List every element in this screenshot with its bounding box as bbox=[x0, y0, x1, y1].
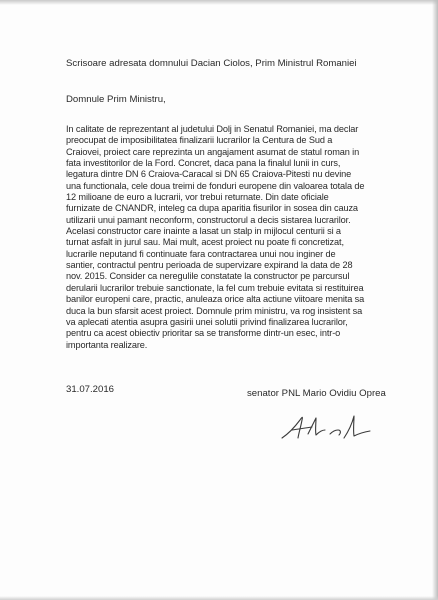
body-line: una functionala, cele doua treimi de fonduri europene din valoarea totala de bbox=[66, 180, 365, 191]
scan-edge-right bbox=[432, 0, 438, 600]
body-line: Acelasi constructor care inainte a lasat un stalp in mijlocul centurii si a bbox=[66, 226, 341, 237]
body-line: importanta realizare. bbox=[66, 339, 148, 350]
body-line: lucrarile neputand fi continuate fara contractarea unui nou inginer de bbox=[66, 248, 336, 259]
body-line: preocupat de imposibilitatea finalizarii lucrarilor la Centura de Sud a bbox=[66, 135, 333, 146]
body-line: turnat asfalt in jurul sau. Mai mult, acest proiect nu poate fi concretizat, bbox=[66, 237, 344, 248]
body-line: furnizate de CNANDR, inteleg ca dupa aparitia fisurilor in sosea din cauza bbox=[66, 203, 358, 214]
body-line: duca la bun sfarsit acest proiect. Domnule prim ministru, va rog insistent sa bbox=[66, 305, 363, 316]
letter-date: 31.07.2016 bbox=[66, 384, 115, 395]
signature-icon bbox=[278, 408, 378, 444]
letter-subject: Scrisoare adresata domnului Dacian Ciolos, Prim Ministrul Romaniei bbox=[66, 58, 357, 69]
body-line: pentru ca acest obiectiv prioritar sa se transforme dintr-un esec, intr-o bbox=[66, 328, 341, 339]
body-line: derularii lucrarilor trebuie sanctionate, la fel cum trebuie evitata si restituirea bbox=[66, 282, 364, 293]
letter-body bbox=[66, 124, 396, 351]
body-line: banilor europeni care, practic, anuleaza orice alta actiune viitoare menita sa bbox=[66, 294, 365, 305]
body-line: nov. 2015. Consider ca neregulile constatate la constructor pe parcursul bbox=[66, 271, 350, 282]
body-line: 12 milioane de euro a lucrarii, vor trebui returnate. Din date oficiale bbox=[66, 192, 329, 203]
body-line: Craiovei, proiect care reprezinta un angajament asumat de statul roman in bbox=[66, 146, 360, 157]
body-line: va aplecati atentia asupra gasirii unei solutii privind finalizarea lucrarilor, bbox=[66, 316, 348, 327]
body-line: In calitate de reprezentant al judetului Dolj in Senatul Romaniei, ma declar bbox=[66, 124, 359, 134]
letter-salutation: Domnule Prim Ministru, bbox=[66, 94, 166, 105]
body-line: utilizarii unui pamant neconform, constructorul a decis sistarea lucrarilor. bbox=[66, 214, 351, 225]
scan-edge-top bbox=[0, 0, 438, 5]
body-line: santier, contractul pentru perioada de supervizare expirand la data de 28 bbox=[66, 260, 353, 271]
scan-edge-bottom bbox=[0, 596, 438, 600]
body-line: legatura dintre DN 6 Craiova-Caracal si DN 65 Craiova-Pitesti nu devine bbox=[66, 169, 352, 180]
body-line: fata investitorilor de la Ford. Concret, daca pana la finalul lunii in curs, bbox=[66, 158, 341, 169]
letter-sender: senator PNL Mario Ovidiu Oprea bbox=[247, 388, 386, 399]
